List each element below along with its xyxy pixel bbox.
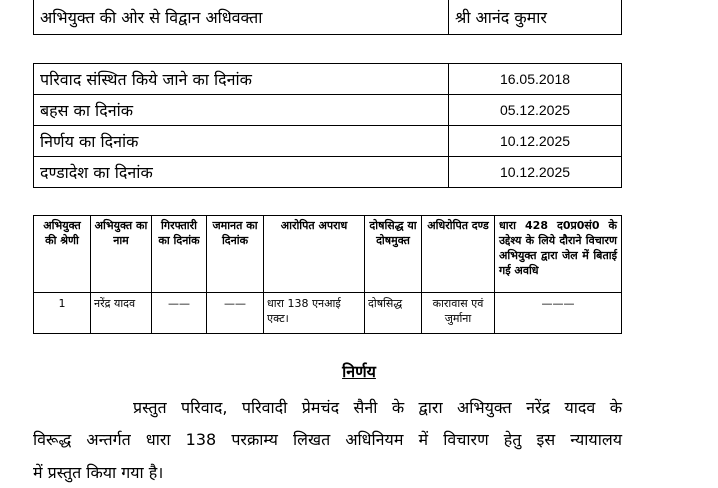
judgment-text-line: विरूद्ध अन्तर्गत धारा 138 परक्राम्य लिखत अधिनियम में विचारण हेतु इस न्यायालय [33, 430, 622, 449]
judgment-text-line: प्रस्तुत परिवाद, परिवादी प्रेमचंद सैनी के द्वारा अभियुक्त नरेंद्र यादव के [133, 398, 622, 417]
judgment-heading: निर्णय [342, 362, 376, 381]
header-sentence: अधिरोपित दण्ड [422, 216, 495, 293]
header-name: अभियुक्त का नाम [91, 216, 152, 293]
table-row [34, 293, 622, 334]
cell-arrest-date: —— [152, 293, 207, 334]
header-verdict: दोषसिद्ध या दोषमुक्त [365, 216, 422, 293]
cell-custody-period: ——— [495, 293, 622, 334]
table-header-row [34, 216, 622, 293]
date-label: दण्डादेश का दिनांक [34, 157, 449, 188]
counsel-label: अभियुक्त की ओर से विद्वान अधिवक्ता [34, 0, 449, 35]
date-label: बहस का दिनांक [34, 95, 449, 126]
date-value: 10.12.2025 [449, 157, 622, 188]
accused-table [33, 215, 622, 334]
cell-sentence: कारावास एवं जुर्माना [422, 293, 495, 334]
table-row [34, 95, 622, 126]
date-value: 10.12.2025 [449, 126, 622, 157]
cell-verdict: दोषसिद्ध [365, 293, 422, 334]
table-row [34, 157, 622, 188]
counsel-name: श्री आनंद कुमार [449, 0, 622, 35]
header-charge: आरोपित अपराध [264, 216, 365, 293]
date-label: परिवाद संस्थित किये जाने का दिनांक [34, 64, 449, 95]
header-bail-date: जमानत का दिनांक [207, 216, 264, 293]
date-label: निर्णय का दिनांक [34, 126, 449, 157]
table-row [34, 64, 622, 95]
date-value: 16.05.2018 [449, 64, 622, 95]
header-category: अभियुक्त की श्रेणी [34, 216, 91, 293]
judgment-text-line: में प्रस्तुत किया गया है। [33, 463, 164, 482]
header-arrest-date: गिरफ्तारी का दिनांक [152, 216, 207, 293]
cell-category: 1 [34, 293, 91, 334]
header-custody-period: धारा 428 द0प्र0सं0 के उद्देश्य के लिये दौराने विचारण अभियुक्त द्वारा जेल में बिताई गई अवधि [495, 216, 622, 293]
cell-bail-date: —— [207, 293, 264, 334]
table-row [34, 0, 622, 35]
cell-name: नरेंद्र यादव [91, 293, 152, 334]
dates-table [33, 63, 622, 188]
cell-charge: धारा 138 एनआई एक्ट। [264, 293, 365, 334]
counsel-table [33, 0, 622, 35]
date-value: 05.12.2025 [449, 95, 622, 126]
table-row [34, 126, 622, 157]
